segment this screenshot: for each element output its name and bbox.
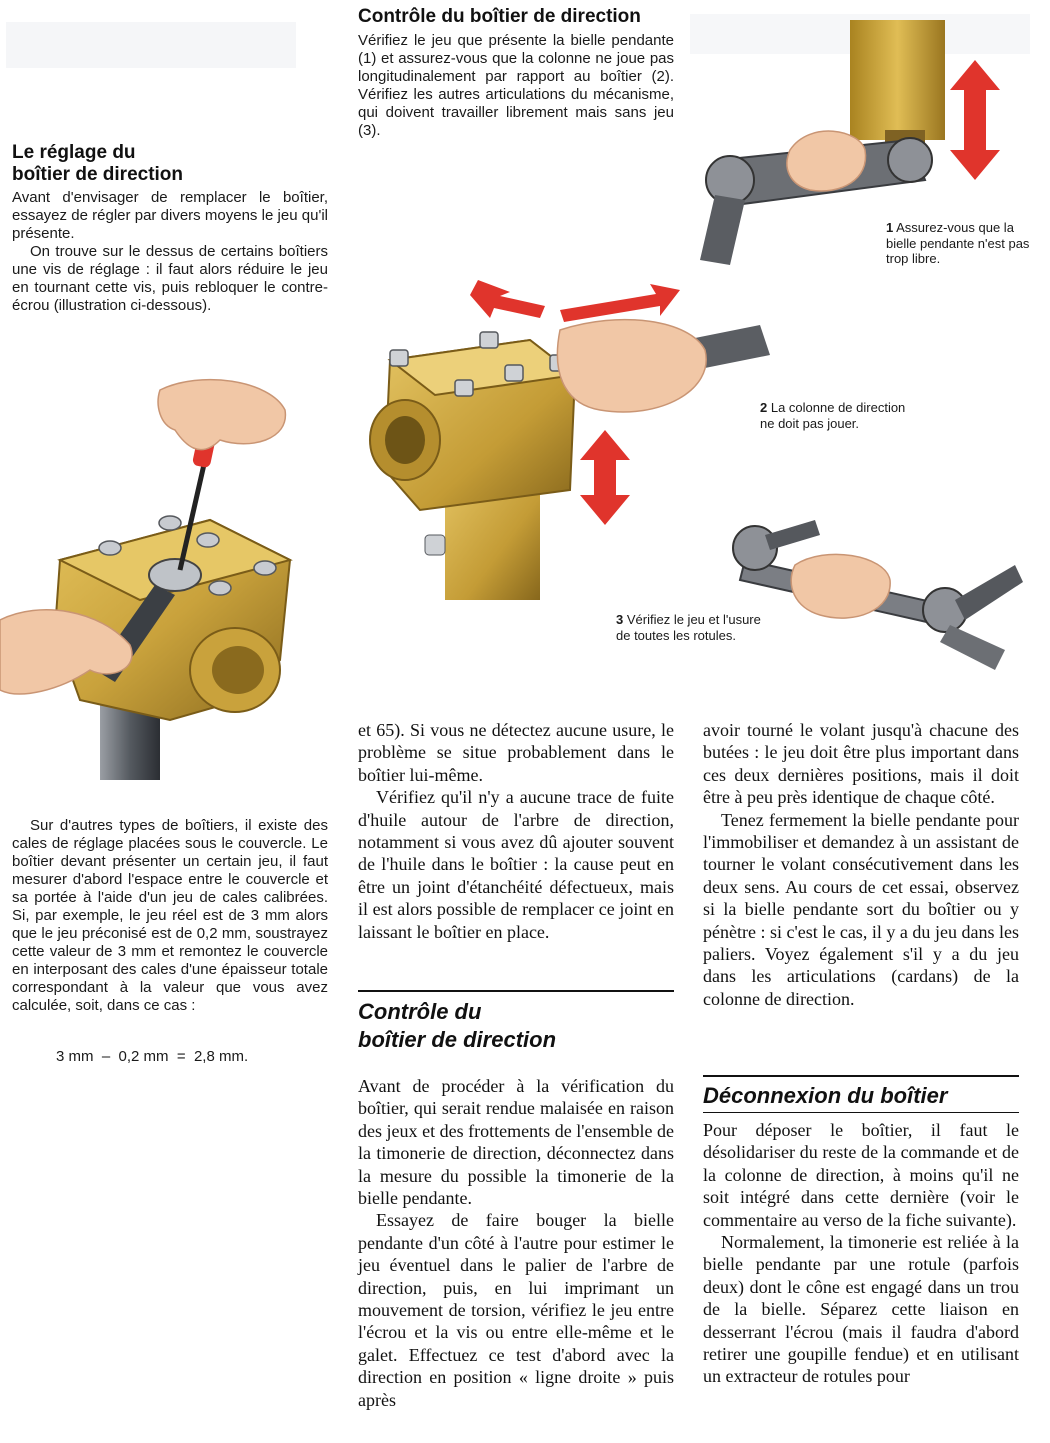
left-intro-paragraph1: Avant d'envisager de remplacer le boîtier, essayez de régler par divers moyens le jeu qu'il présente.: [12, 189, 328, 242]
middle-section-rule: [358, 990, 674, 992]
caption-3: [616, 612, 766, 643]
vertical-arrow-2: [580, 430, 630, 525]
caption-3-text: Vérifiez le jeu et l'usure de toutes les rotules.: [616, 612, 761, 643]
caption-1-number: 1: [886, 220, 894, 235]
middle-section-title: [358, 998, 674, 1054]
column-play-illustration: [360, 270, 780, 610]
right-paragraph-2: Tenez fermement la bielle pendante pour l'immobiliser et demandez à un assistant de tourner le volant consécutivement dans les deux sens. Au cours de cet essai, observez si la bielle pendante sort du boîtier ou y pénètre : si c'est le cas, il y a du jeu dans les paliers. Voyez également s'il y a du jeu dans les articulations (cardans) de la colonne de direction.: [703, 809, 1019, 1009]
horizontal-arrows-2: [470, 280, 680, 322]
left-shims-paragraph: Sur d'autres types de boîtiers, il existe des cales de réglage placées sous le couvercle. Le boîtier devant présenter un certain jeu, il faut mesurer d'abord l'espace entre le couvercle et sa portée à l'aide d'un jeu de cales calibrées. Si, par exemple, le jeu réel est de 3 mm alors que le jeu préconisé est de 0,2 mm, soustrayez cette valeur de 3 mm et remontez le couvercle en interposant des cales d'une épaisseur totale correspondant à la valeur que vous avez calculée, soit, dans ce cas :: [12, 817, 328, 1014]
bleed-through-top-left: [6, 22, 296, 68]
right-paragraph-4: Normalement, la timonerie est reliée à la bielle pendante par une rotule (parfois deux) dont le cône est engagé dans un trou de la bielle. Séparez cette liaison en desserrant l'écrou (mais il faudra d'abord retirer une goupille fendue) et en utilisant un extracteur de rotules pour: [703, 1232, 1019, 1387]
hand-on-shaft: [557, 320, 706, 412]
steering-box-housing: [850, 20, 945, 140]
left-intro-paragraph2: On trouve sur le dessus de certains boîtiers une vis de réglage : il faut alors réduire le jeu en tournant cette vis, puis rebloquer le contre-écrou (illustration ci-dessous).: [12, 243, 328, 314]
middle-paragraph-4: Essayez de faire bouger la bielle pendante d'un côté à l'autre pour estimer le jeu éventuel dans le palier de l'arbre de direction, puis, en lui imprimant un mouvement de torsion, vérifiez le jeu entre l'écrou et la vis ou entre elle-même et le galet. Effectuez ce test d'abord avec la direction en position « ligne droite » puis après: [358, 1210, 674, 1410]
upper-hand: [158, 380, 285, 450]
caption-1-text: Assurez-vous que la bielle pendante n'est pas trop libre.: [886, 220, 1030, 266]
ball-joint-illustration: [725, 510, 1035, 690]
caption-2-text: La colonne de direction ne doit pas jouer.: [760, 400, 906, 431]
left-heading: [12, 142, 332, 186]
left-heading-line2: boîtier de direction: [12, 164, 184, 185]
right-paragraph-3: Pour déposer le boîtier, il faut le désolidariser du reste de la commande et de la colonne de direction, à moins qu'il ne soit intégré dans cette dernière (voir le commentaire au verso de la fiche suivante).: [703, 1120, 1019, 1230]
middle-section-title-line2: boîtier de direction: [358, 1027, 557, 1052]
middle-paragraph-3: Avant de procéder à la vérification du boîtier, qui serait rendue malaisée en raison des jeux et des frottements de l'ensemble de la timonerie de direction, déconnectez dans la mesure du possible la timonerie de la bielle pendante.: [358, 1076, 674, 1209]
right-section-title: Déconnexion du boîtier: [703, 1083, 948, 1108]
right-section-rule-bottom: [703, 1112, 1019, 1113]
right-paragraph-1: avoir tourné le volant jusqu'à chacune des butées : le jeu doit être plus important dans ces deux dernières positions, mais il doit être à peu près identique de chaque côté.: [703, 720, 1019, 808]
caption-2-number: 2: [760, 400, 768, 415]
middle-paragraph-1: et 65). Si vous ne détectez aucune usure, le problème se situe probablement dans le boîtier lui-même.: [358, 720, 674, 785]
drag-link: [700, 195, 745, 265]
top-center-paragraph: Vérifiez le jeu que présente la bielle pendante (1) et assurez-vous que la colonne ne joue pas longitudinalement par rapport au boîtier (2). Vérifiez les autres articulations du mécanisme, qui doivent travailler librement mais sans jeu (3).: [358, 32, 674, 139]
vertical-arrow-1: [950, 60, 1000, 180]
hand-on-joint: [791, 554, 890, 618]
caption-1: [886, 220, 1036, 267]
caption-2: [760, 400, 910, 431]
right-column-bottom: [703, 1119, 1019, 1388]
top-center-heading: Contrôle du boîtier de direction: [358, 6, 641, 27]
left-heading-line1: Le réglage du: [12, 142, 136, 163]
middle-column-bottom: [358, 1075, 674, 1411]
left-intro: [12, 189, 328, 315]
middle-section-title-line1: Contrôle du: [358, 999, 482, 1024]
adjusting-screw-illustration: [0, 370, 330, 790]
middle-paragraph-2: Vérifiez qu'il n'y a aucune trace de fuite d'huile autour de l'arbre de direction, notamment si vous avez dû ajouter souvent de l'huile dans le boîtier : la cause peut en être un joint d'étanchéité défectueux, mais il est alors possible de remplacer ce joint en laissant le boîtier en place.: [358, 787, 674, 942]
middle-column-top: [358, 719, 674, 943]
right-column-top: [703, 719, 1019, 1010]
caption-3-number: 3: [616, 612, 624, 627]
right-section-rule: [703, 1075, 1019, 1077]
shims-formula: 3 mm – 0,2 mm = 2,8 mm.: [56, 1048, 249, 1065]
